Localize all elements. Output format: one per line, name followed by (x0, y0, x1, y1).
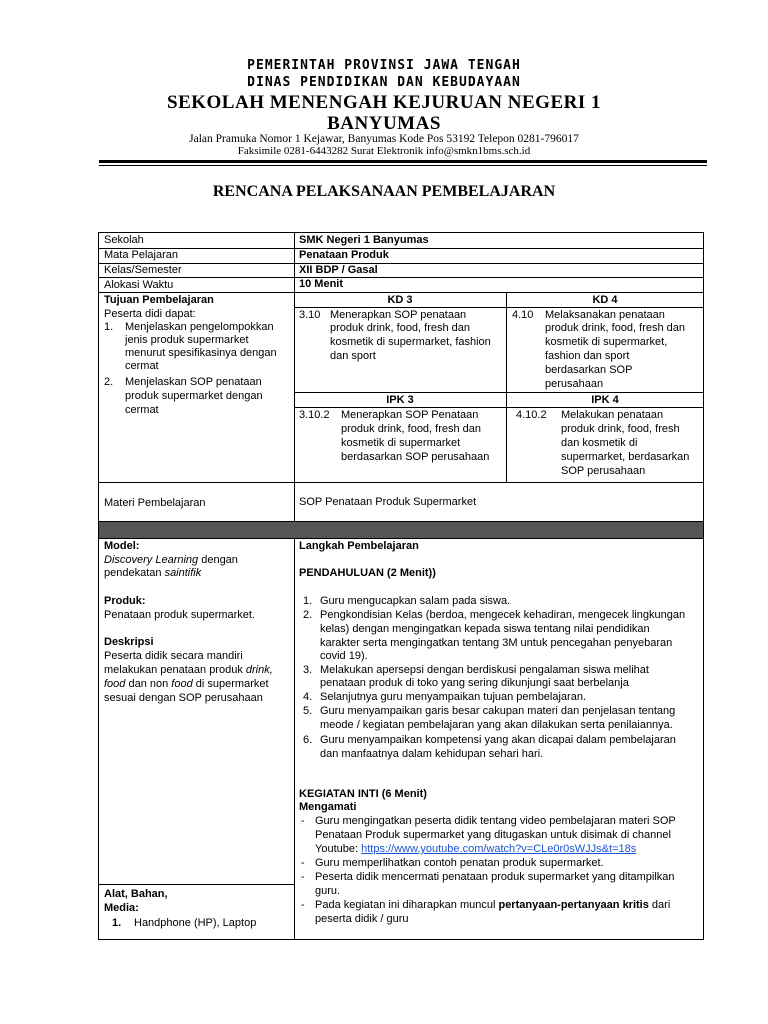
ipk3-line: Menerapkan SOP Penataan (341, 409, 479, 421)
step-number: 4. (303, 691, 313, 703)
alat-item: Handphone (HP), Laptop (134, 917, 257, 929)
step-line: kelas) dengan mengingatkan kepada siswa tentang nilai pendidikan (320, 623, 650, 635)
header-address: Jalan Pramuka Nomor 1 Kejawar, Banyumas Kode Pos 53192 Telepon 0281-796017 (189, 133, 579, 145)
step-line: Melakukan apersepsi dengan berdiskusi pengalaman siswa melihat (320, 664, 649, 676)
header-department: DINAS PENDIDIKAN DAN KEBUDAYAAN (247, 75, 521, 90)
header-government: PEMERINTAH PROVINSI JAWA TENGAH (247, 58, 521, 73)
step-line: Pengkondisian Kelas (berdoa, mengecek kehadiran, mengecek lingkungan (320, 609, 686, 621)
step-line: Guru menyampaikan garis besar cakupan materi dan penjelasan tentang (320, 705, 676, 717)
label-media: Media: (104, 902, 139, 914)
header-rule-thin (99, 165, 707, 166)
inti-line: Guru memperlihatkan contoh penatan produk supermarket. (315, 857, 604, 869)
ipk3-line: kosmetik di supermarket (341, 437, 461, 449)
tujuan-item-2-line: Menjelaskan SOP penataan (125, 376, 262, 388)
step-line: dan manfaatnya dalam kehidupan sehari hari. (320, 748, 544, 760)
header-rule-thick (99, 160, 707, 163)
ipk4-line: dan kosmetik di (561, 437, 638, 449)
tujuan-item-2-number: 2. (104, 376, 114, 388)
alat-item-number: 1. (112, 917, 122, 929)
label-sekolah: Sekolah (104, 234, 144, 246)
step-number: 6. (303, 734, 313, 746)
kd3-number: 3.10 (299, 309, 321, 321)
kd3-line: dan sport (330, 350, 376, 362)
kd4-line: kosmetik di supermarket, (545, 336, 668, 348)
inti-line: Penataan Produk supermarket yang ditugaskan untuk disimak di channel (315, 829, 671, 841)
step-number: 1. (303, 595, 313, 607)
step-line: Guru menyampaikan kompetensi yang akan dicapai dalam pembelajaran (320, 734, 676, 746)
tujuan-item-2-line: produk supermarket dengan (125, 390, 263, 402)
value-sekolah: SMK Negeri 1 Banyumas (299, 234, 429, 246)
header-school-name: SEKOLAH MENENGAH KEJURUAN NEGERI 1 (167, 92, 601, 113)
kd4-header: KD 4 (592, 294, 618, 306)
step-line: meode / kegiatan pembelajaran yang akan dilakukan serta penilaiannya. (320, 719, 673, 731)
label-produk: Produk: (104, 595, 146, 607)
inti-line: Guru mengingatkan peserta didik tentang video pembelajaran materi SOP (315, 815, 676, 827)
pendahuluan-title: PENDAHULUAN (2 Menit)) (299, 567, 436, 579)
ipk4-line: produk drink, food, fresh (561, 423, 680, 435)
inti-line: guru. (315, 885, 341, 897)
deskripsi-line: food dan non food di supermarket (104, 678, 269, 690)
ipk4-line: supermarket, berdasarkan (561, 451, 690, 463)
ipk3-line: berdasarkan SOP perusahaan (341, 451, 490, 463)
tujuan-intro: Peserta didi dapat: (104, 308, 196, 320)
kd3-line: produk drink, food, fresh dan (330, 322, 471, 334)
ipk4-line: Melakukan penataan (561, 409, 664, 421)
kd4-number: 4.10 (512, 309, 534, 321)
header-school-city: BANYUMAS (327, 113, 441, 134)
value-materi-pembelajaran: SOP Penataan Produk Supermarket (299, 496, 477, 508)
kd4-line: Melaksanakan penataan (545, 309, 665, 321)
ipk3-number: 3.10.2 (299, 409, 330, 421)
step-line: covid 19). (320, 650, 368, 662)
value-alokasi-waktu: 10 Menit (299, 278, 344, 290)
model-line-2: pendekatan saintifik (104, 567, 202, 579)
inti-line: Pada kegiatan ini diharapkan muncul pertanyaan-pertanyaan kritis dari (315, 899, 671, 911)
label-alokasi-waktu: Alokasi Waktu (104, 279, 174, 291)
ipk4-header: IPK 4 (591, 394, 619, 406)
label-materi-pembelajaran: Materi Pembelajaran (104, 497, 206, 509)
label-kelas-semester: Kelas/Semester (104, 264, 182, 276)
step-line: Guru mengucapkan salam pada siswa. (320, 595, 511, 607)
step-line: penataan produk di toko yang sering dikunjungi saat berbelanja (320, 677, 629, 689)
deskripsi-line: sesuai dengan SOP perusahaan (104, 692, 263, 704)
langkah-title: Langkah Pembelajaran (299, 540, 419, 552)
value-produk: Penataan produk supermarket. (104, 609, 256, 621)
deskripsi-line: melakukan penataan produk drink, (104, 664, 273, 676)
kd4-line: fashion dan sport (545, 350, 630, 362)
kd4-line: berdasarkan SOP (545, 364, 633, 376)
kd4-line: perusahaan (545, 378, 604, 390)
step-number: 3. (303, 664, 313, 676)
youtube-video-link[interactable]: https://www.youtube.com/watch?v=CLe0r0sWJJs&t=18s (361, 843, 637, 855)
kd3-line: Menerapkan SOP penataan (330, 309, 467, 321)
bullet-marker: - (301, 857, 305, 869)
label-deskripsi: Deskripsi (104, 636, 154, 648)
label-mata-pelajaran: Mata Pelajaran (104, 249, 178, 261)
ipk4-line: SOP perusahaan (561, 465, 646, 477)
header-contact: Faksimile 0281-6443282 Surat Elektronik info@smkn1bms.sch.id (237, 145, 531, 157)
tujuan-item-2-line: cermat (125, 404, 159, 416)
step-line: Selanjutnya guru menyampaikan tujuan pembelajaran. (320, 691, 587, 703)
mengamati-title: Mengamati (299, 801, 357, 813)
ipk3-line: produk drink, food, fresh dan (341, 423, 482, 435)
label-alat-bahan: Alat, Bahan, (104, 888, 168, 900)
kd3-header: KD 3 (387, 294, 413, 306)
model-line-1: Discovery Learning dengan (104, 554, 238, 566)
ipk3-header: IPK 3 (386, 394, 414, 406)
document-title: RENCANA PELAKSANAAN PEMBELAJARAN (212, 183, 556, 200)
label-tujuan-pembelajaran: Tujuan Pembelajaran (104, 294, 214, 306)
step-number: 2. (303, 609, 313, 621)
bullet-marker: - (301, 871, 305, 883)
deskripsi-line: Peserta didik secara mandiri (104, 650, 243, 662)
kegiatan-inti-title: KEGIATAN INTI (6 Menit) (299, 788, 427, 800)
value-kelas-semester: XII BDP / Gasal (299, 264, 378, 276)
bullet-marker: - (301, 815, 305, 827)
tujuan-item-1-number: 1. (104, 321, 114, 333)
tujuan-item-1-line: Menjelaskan pengelompokkan (125, 321, 274, 333)
inti-line: peserta didik / guru (315, 913, 409, 925)
label-model: Model: (104, 540, 140, 552)
kd4-line: produk drink, food, fresh dan (545, 322, 686, 334)
tujuan-item-1-line: cermat (125, 360, 159, 372)
ipk4-number: 4.10.2 (516, 409, 547, 421)
bullet-marker: - (301, 899, 305, 911)
kd3-line: kosmetik di supermarket, fashion (330, 336, 491, 348)
value-mata-pelajaran: Penataan Produk (299, 249, 389, 261)
tujuan-item-1-line: menurut spesifikasinya dengan (125, 347, 277, 359)
shaded-separator-row (99, 522, 703, 538)
tujuan-item-1-line: jenis produk supermarket (125, 334, 249, 346)
step-number: 5. (303, 705, 313, 717)
inti-line: Peserta didik mencermati penataan produk supermarket yang ditampilkan (315, 871, 675, 883)
youtube-line: Youtube: https://www.youtube.com/watch?v=CLe0r0sWJJs&t=18s (315, 843, 637, 855)
step-line: karakter serta mengingatkan tentang 3M untuk pencegahan penyebaran (320, 637, 673, 649)
